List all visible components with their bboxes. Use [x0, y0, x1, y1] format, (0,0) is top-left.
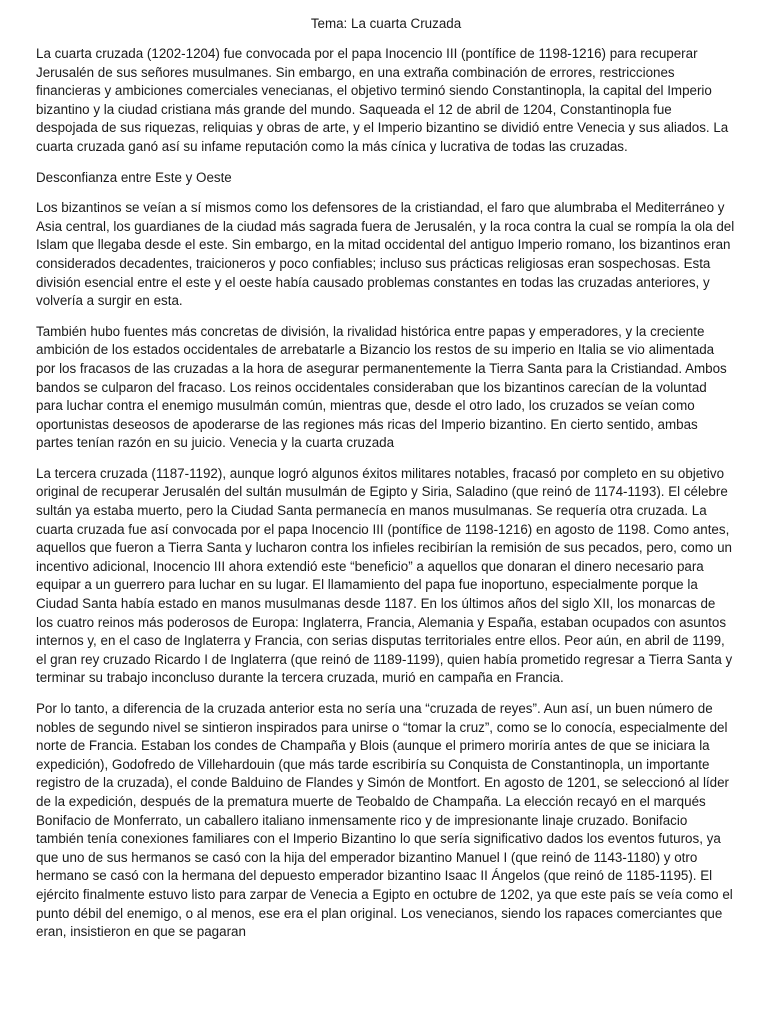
document-title: Tema: La cuarta Cruzada [310, 16, 462, 31]
paragraph-third-crusade: La tercera cruzada (1187-1192), aunque logró algunos éxitos militares notables, fracasó por completo en su objetivo original de recuperar Jerusalén del sultán musulmán de Egipto y Siria, Saladino (que reinó de 1174-1193). El célebre sultán ya estaba muerto, pero la Ciudad Santa permanecía en manos musulmanas. Se requería otra cruzada. La cuarta cruzada fue así convocada por el papa Inocencio III (pontífice de 1198-1216) en agosto de 1198. Como antes, aquellos que fueron a Tierra Santa y lucharon contra los infieles recibirían la remisión de sus pecados, pero, como un incentivo adicional, Inocencio III ahora extendió este “beneficio” a aquellos que donaran el dinero necesario para equipar a un guerrero para luchar en su lugar. El llamamiento del papa fue inoportuno, especialmente porque la Ciudad Santa había estado en manos musulmanas desde 1187. En los últimos años del siglo XII, los monarcas de los cuatro reinos más poderosos de Europa: Inglaterra, Francia, Alemania y España, estaban ocupados con asuntos internos y, en el caso de Inglaterra y Francia, con serias disputas territoriales entre ellos. Peor aún, en abril de 1199, el gran rey cruzado Ricardo I de Inglaterra (que reinó de 1189-1199), quien había prometido regresar a Tierra Santa y terminar su trabajo inconcluso durante la tercera cruzada, murió en campaña en Francia. [36, 465, 733, 686]
paragraph-intro: La cuarta cruzada (1202-1204) fue convocada por el papa Inocencio III (pontífice de 1198-1216) para recuperar Jerusalén de sus señores musulmanes. Sin embargo, en una extraña combinación de errores, restricciones financieras y ambiciones comerciales venecianas, el objetivo terminó siendo Constantinopla, la capital del Imperio bizantino y la ciudad cristiana más grande del mundo. Saqueada el 12 de abril de 1204, Constantinopla fue despojada de sus riquezas, reliquias y obras de arte, y el Imperio bizantino se dividió entre Venecia y sus aliados. La cuarta cruzada ganó así su infame reputación como la más cínica y lucrativa de todas las cruzadas. [36, 46, 729, 154]
paragraph-byzantines: Los bizantinos se veían a sí mismos como los defensores de la cristiandad, el faro que alumbraba el Mediterráneo y Asia central, los guardianes de la ciudad más sagrada fuera de Jerusalén, y la roca contra la cual se rompía la ola del Islam que llegaba desde el este. Sin embargo, en la mitad occidental del antiguo Imperio romano, los bizantinos eran considerados decadentes, traicioneros y poco confiables; incluso sus prácticas religiosas eran sospechosas. Esta división esencial entre el este y el oeste había causado problemas constantes en todas las cruzadas anteriores, y volvería a surgir en esta. [36, 200, 735, 309]
document-page [36, 14, 736, 954]
paragraph-nobles: Por lo tanto, a diferencia de la cruzada anterior esta no sería una “cruzada de reyes”. Aun así, un buen número de nobles de segundo nivel se sintieron inspirados para unirse o “tomar la cruz”, como se lo conocía, especialmente del norte de Francia. Estaban los condes de Champaña y Blois (aunque el primero moriría antes de que se iniciara la expedición), Godofredo de Villehardouin (que más tarde escribiría su Conquista de Constantinopla, un importante registro de la cruzada), el conde Balduino de Flandes y Simón de Montfort. En agosto de 1201, se seleccionó al líder de la expedición, después de la prematura muerte de Teobaldo de Champaña. La elección recayó en el marqués Bonifacio de Monferrato, un caballero italiano inmensamente rico y de impresionante linaje cruzado. Bonifacio también tenía conexiones familiares con el Imperio Bizantino lo que sería significativo dados los eventos futuros, ya que uno de sus hermanos se casó con la hija del emperador bizantino Manuel I (que reinó de 1143-1180) y otro hermano se casó con la hermana del depuesto emperador bizantino Isaac II Ángelos (que reinó de 1185-1195). El ejército finalmente estuvo listo para zarpar de Venecia a Egipto en octubre de 1202, ya que este país se veía como el punto débil del enemigo, o al menos, ese era el plan original. Los venecianos, siendo los rapaces comerciantes que eran, insistieron en que se pagaran [36, 701, 733, 940]
paragraph-division: También hubo fuentes más concretas de división, la rivalidad histórica entre papas y emperadores, y la creciente ambición de los estados occidentales de arrebatarle a Bizancio los restos de su imperio en Italia se vio alimentada por los fracasos de las cruzadas a la hora de asegurar permanentemente la Tierra Santa para la Cristiandad. Ambos bandos se culparon del fracaso. Los reinos occidentales consideraban que los bizantinos carecían de la voluntad para luchar contra el enemigo musulmán común, mientras que, desde el otro lado, los cruzados se veían como oportunistas deseosos de apoderarse de las regiones más ricas del Imperio bizantino. En cierto sentido, ambas partes tenían razón en su juicio. Venecia y la cuarta cruzada [36, 323, 727, 451]
section-heading: Desconfianza entre Este y Oeste [36, 169, 232, 185]
